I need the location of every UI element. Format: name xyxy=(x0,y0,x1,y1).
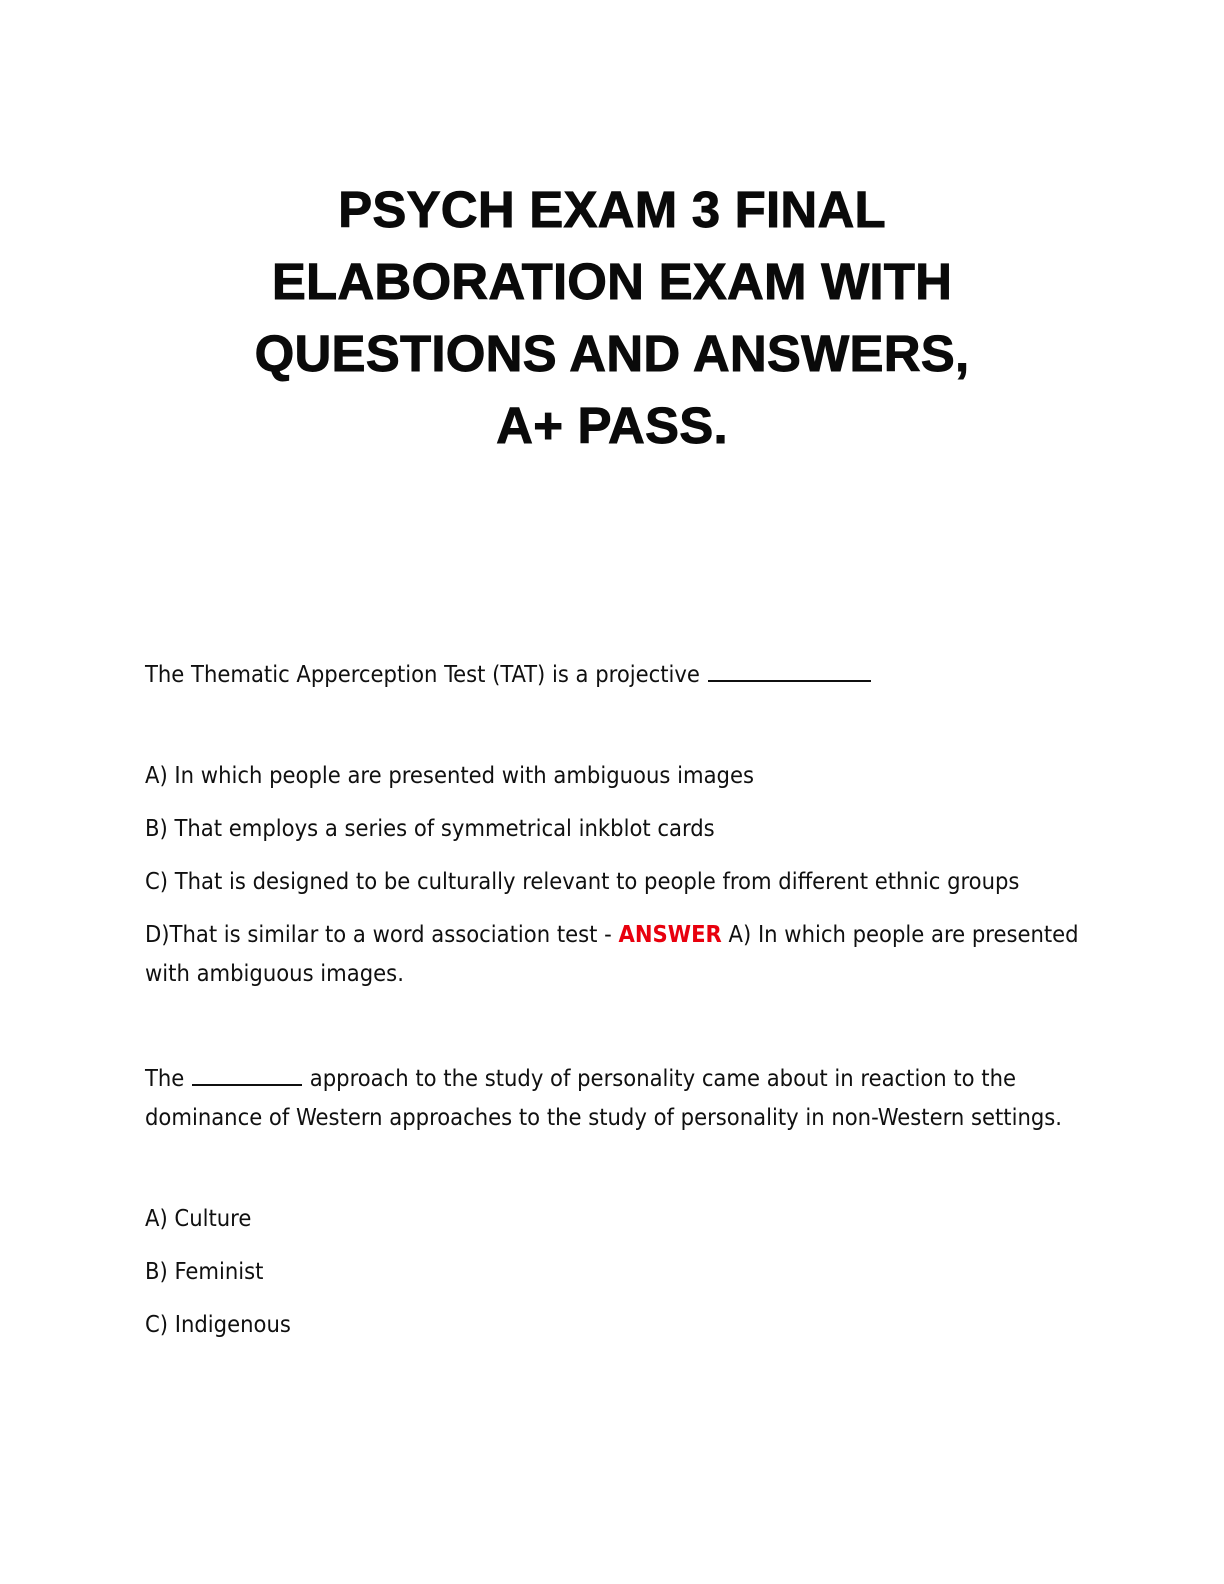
question-1-option-c[interactable] xyxy=(145,862,1080,901)
option-a-text: Culture xyxy=(167,1204,252,1232)
question-1 xyxy=(145,655,1080,993)
question-1-blank[interactable] xyxy=(708,658,871,682)
option-c-text: That is designed to be culturally relevant to people from different ethnic groups xyxy=(168,867,1020,895)
question-2-stem-before: The xyxy=(145,1064,192,1092)
page-title xyxy=(0,174,1224,462)
option-b-label: B) xyxy=(145,1257,168,1285)
spacer xyxy=(145,848,1080,862)
question-2-stem xyxy=(145,1059,1080,1137)
title-line-3: QUESTIONS AND ANSWERS, xyxy=(254,325,970,383)
question-1-options xyxy=(145,756,1080,993)
question-1-option-a[interactable] xyxy=(145,756,1080,795)
question-2-option-b[interactable] xyxy=(145,1252,1080,1291)
document-body xyxy=(145,655,1080,1344)
question-2-blank[interactable] xyxy=(192,1062,302,1086)
question-2 xyxy=(145,1059,1080,1344)
spacer xyxy=(145,1291,1080,1305)
spacer xyxy=(145,993,1080,1059)
question-1-stem xyxy=(145,655,1080,694)
spacer xyxy=(145,1238,1080,1252)
option-b-text: Feminist xyxy=(167,1257,264,1285)
title-line-2: ELABORATION EXAM WITH xyxy=(271,253,953,311)
spacer xyxy=(145,795,1080,809)
option-a-label: A) xyxy=(145,1204,168,1232)
spacer xyxy=(145,901,1080,915)
answer-badge: ANSWER xyxy=(618,920,722,948)
option-a-label: A) xyxy=(145,761,168,789)
spacer xyxy=(145,1137,1080,1199)
option-c-label: C) xyxy=(145,867,169,895)
question-2-option-c[interactable] xyxy=(145,1305,1080,1344)
option-b-label: B) xyxy=(145,814,168,842)
question-2-options xyxy=(145,1199,1080,1344)
question-1-stem-text: The Thematic Apperception Test (TAT) is a projective xyxy=(145,660,707,688)
spacer xyxy=(145,694,1080,756)
option-c-text: Indigenous xyxy=(168,1310,291,1338)
question-1-option-d[interactable] xyxy=(145,915,1080,993)
question-1-option-b[interactable] xyxy=(145,809,1080,848)
question-2-stem-after: approach to the study of personality came about in reaction to the dominance of Western approaches to the study of personality in non-Western settings. xyxy=(145,1064,1063,1131)
option-d-label: D) xyxy=(145,920,170,948)
option-c-label: C) xyxy=(145,1310,169,1338)
option-a-text: In which people are presented with ambiguous images xyxy=(167,761,754,789)
option-d-text: That is similar to a word association test - xyxy=(169,920,619,948)
question-2-option-a[interactable] xyxy=(145,1199,1080,1238)
title-line-4: A+ PASS. xyxy=(496,397,728,455)
title-line-1: PSYCH EXAM 3 FINAL xyxy=(338,181,886,239)
answer-text: A) In which people are presented with ambiguous images. xyxy=(145,920,1079,987)
option-b-text: That employs a series of symmetrical inkblot cards xyxy=(167,814,715,842)
